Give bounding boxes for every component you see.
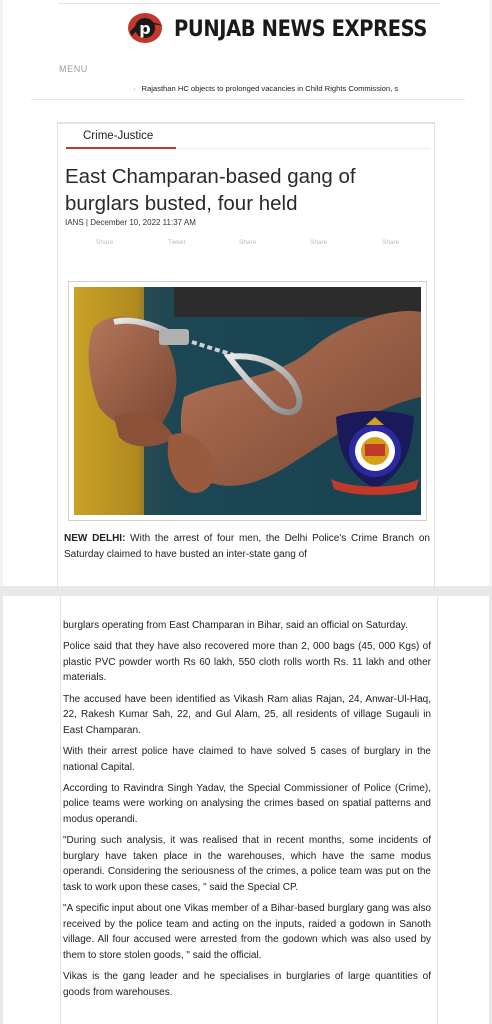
news-ticker[interactable] <box>133 84 439 93</box>
share-bar <box>58 239 436 251</box>
category-label[interactable]: Crime-Justice <box>83 130 154 142</box>
article-byline: IANS | December 10, 2022 11:37 AM <box>65 218 196 227</box>
article-card <box>57 122 435 592</box>
lede-dateline: NEW DELHI: <box>64 533 126 544</box>
page-sheet-bottom <box>3 596 489 1024</box>
logo-glyph: p <box>139 19 151 38</box>
share-button-2[interactable]: Share <box>239 239 257 246</box>
article-paragraph: According to Ravindra Singh Yadav, the Special Commissioner of Police (Crime), police teams were working on analysing the crimes based on spatial patterns and modus operandi. <box>63 782 431 825</box>
tweet-button[interactable]: Tweet <box>168 239 186 246</box>
share-button-1[interactable]: Share <box>96 239 114 246</box>
article-paragraph: Vikas is the gang leader and he specialises in burglaries of large quantities of goods from warehouses. <box>63 971 431 998</box>
article-paragraph: burglars operating from East Champaran in Bihar, said an official on Saturday. <box>63 620 408 631</box>
category-underline <box>66 147 176 149</box>
article-image <box>74 287 421 515</box>
logo-emblem-icon <box>126 10 166 46</box>
card-top-border <box>58 123 434 124</box>
lede-text: With the arrest of four men, the Delhi Police's Crime Branch on Saturday claimed to have busted an inter-state gang of <box>64 533 430 560</box>
share-button-4[interactable]: Share <box>382 239 400 246</box>
site-logo[interactable] <box>126 10 427 46</box>
article-paragraph: Police said that they have also recovered more than 2, 000 bags (45, 000 Kgs) of plastic PVC powder worth Rs 60 lakh, 550 cloth rolls worth Rs. 11 lakh and other materials. <box>63 641 431 684</box>
article-body <box>63 618 431 1006</box>
nav-divider <box>31 99 465 100</box>
top-divider <box>58 3 440 4</box>
share-button-3[interactable]: Share <box>310 239 328 246</box>
article-lede <box>64 531 430 562</box>
article-paragraph: With their arrest police have claimed to have solved 5 cases of burglary in the national Capital. <box>63 745 431 773</box>
card-left-border <box>60 596 61 1024</box>
site-name: PUNJAB NEWS EXPRESS <box>174 15 428 41</box>
card-right-border <box>437 596 438 1024</box>
article-paragraph: "A specific input about one Vikas member of a Bihar-based burglary gang was also received by the police team and acting on the inputs, raided a godown in Sanoth village. All four accused were arrested from the godown which was also used by them to store stolen goods, " said the official. <box>63 903 431 961</box>
menu-button[interactable]: MENU <box>59 64 88 74</box>
article-image-frame <box>68 281 427 521</box>
article-paragraph: The accused have been identified as Vikash Ram alias Rajan, 24, Anwar-Ul-Haq, 22, Rakesh Kumar Sah, 22, and Gul Alam, 25, all residents of village Sugauli in East Champaran. <box>63 693 431 736</box>
article-paragraph: "During such analysis, it was realised that in recent months, some incidents of burglary have taken place in the warehouses, which have the same modus operandi. Considering the seriousness of the crimes, a police team was put on the task to work upon these cases, " said the Special CP. <box>63 835 431 893</box>
article-title: East Champaran-based gang of burglars busted, four held <box>65 165 356 215</box>
page-bottom <box>0 590 492 1024</box>
ticker-bullet-icon: · <box>133 84 136 93</box>
ticker-headline[interactable]: Rajasthan HC objects to prolonged vacancies in Child Rights Commission, s <box>141 84 399 93</box>
